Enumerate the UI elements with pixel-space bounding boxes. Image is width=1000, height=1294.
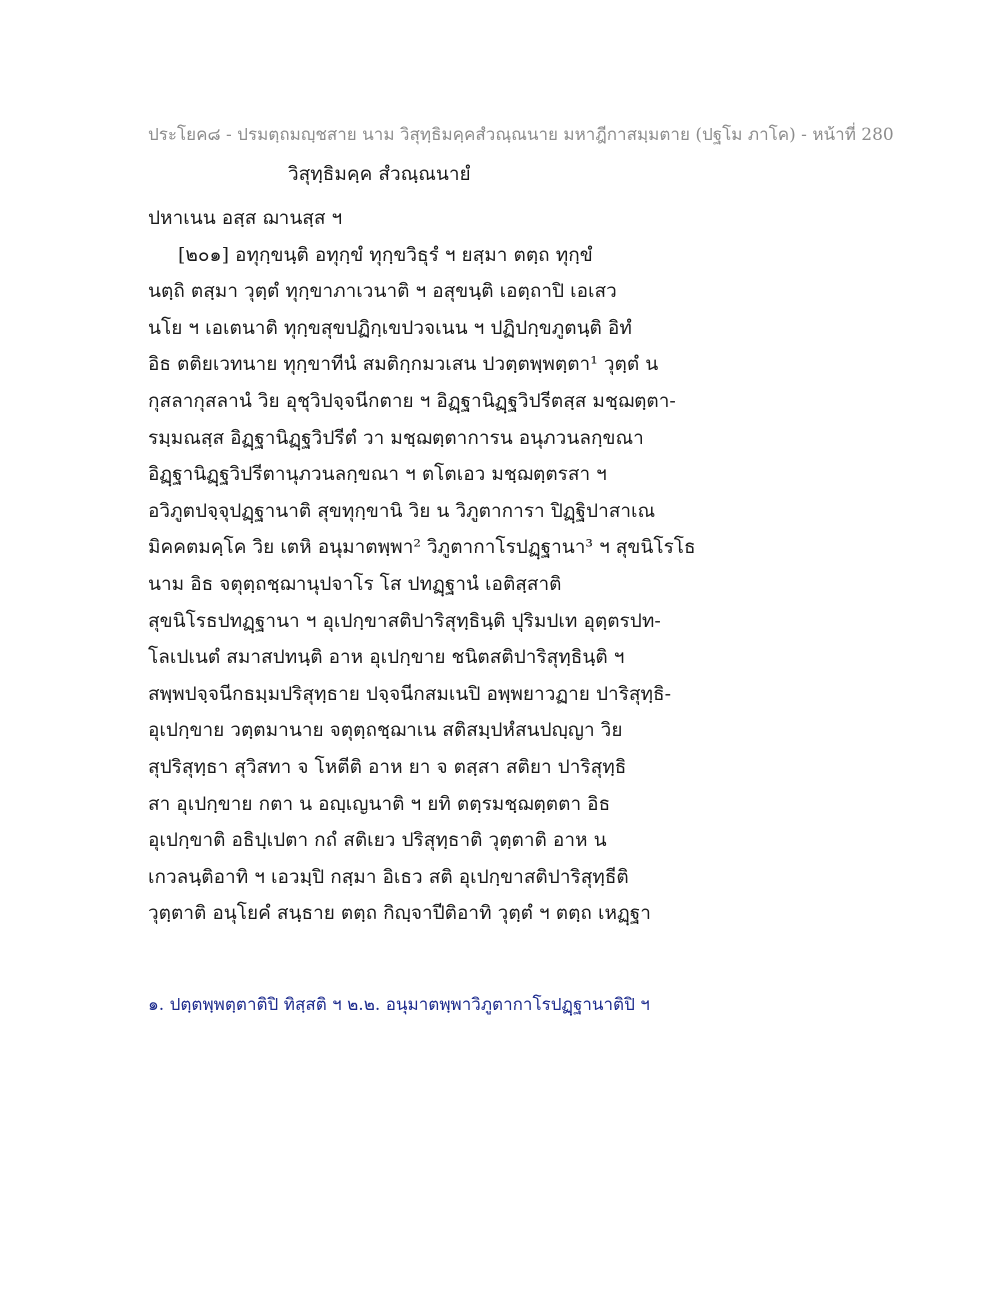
body-line: ปหาเนน อสฺส ฌานสฺส ฯ	[148, 207, 343, 229]
running-header: ประโยค๘ - ปรมตฺถมญฺชสาย นาม วิสุทฺธิมคฺคสํวณฺณนาย มหาฎีกาสมฺมตาย (ปฐโม ภาโค) - หน้าที่ 280	[148, 125, 894, 145]
body-line: รมฺมณสฺส อิฏฺฐานิฏฺฐวิปรีตํ วา มชฺฌตฺตาการน อนุภวนลกฺขณา	[148, 426, 644, 449]
body-line: อวิภูตปจฺจุปฏฺฐานาติ สุขทุกฺขานิ วิย น วิภูตาการา ปิฏฺฐิปาสาเณ	[148, 499, 656, 522]
body-line: อุเปกฺขาย วตฺตมานาย จตุตฺถชฺฌาเน สติสมฺปหํสนปญฺญา วิย	[148, 719, 623, 742]
body-line: สา อุเปกฺขาย กตา น อญฺเญนาติ ฯ ยทิ ตตฺรมชฺฌตฺตตา อิธ	[148, 792, 611, 815]
body-line: นตฺถิ ตสฺมา วุตฺตํ ทุกฺขาภาเวนาติ ฯ อสุขนฺติ เอตฺถาปิ เอเสว	[148, 280, 617, 303]
body-line: อิธ ตติยเวทนาย ทุกฺขาทีนํ สมติกฺกมวเสน ปวตฺตพฺพตฺตา¹ วุตฺตํ น	[148, 353, 659, 376]
body-text	[148, 200, 708, 932]
body-line: อุเปกฺขาติ อธิปฺเปตา กถํ สติเยว ปริสุทฺธาติ วุตฺตาติ อาห น	[148, 829, 607, 852]
body-line: สพฺพปจฺจนีกธมฺมปริสุทฺธาย ปจฺจนีกสมเนปิ อพฺพยาวฏาย ปาริสุทฺธิ-	[148, 682, 672, 705]
body-line: นโย ฯ เอเตนาติ ทุกฺขสุขปฏิกฺเขปวจเนน ฯ ปฏิปกฺขภูตนฺติ อิทํ	[148, 316, 632, 339]
body-line: นาม อิธ จตุตฺถชฺฌานุปจาโร โส ปทฏฺฐานํ เอติสฺสาติ	[148, 572, 562, 595]
body-line: โลเปเนตํ สมาสปทนฺติ อาห อุเปกฺขาย ชนิตสติปาริสุทฺธินฺติ ฯ	[148, 646, 625, 669]
section-title: วิสุทฺธิมคฺค สํวณฺณนายํ	[288, 163, 471, 185]
body-line: มิคคตมคฺโค วิย เตหิ อนุมาตพฺพา² วิภูตากาโรปฏฺฐานา³ ฯ สุขนิโรโธ	[148, 536, 696, 559]
body-line: สุขนิโรธปทฏฺฐานา ฯ อุเปกฺขาสติปาริสุทฺธินฺติ ปุริมปเท อุตฺตรปท-	[148, 609, 661, 632]
body-line: เกวลนฺติอาทิ ฯ เอวมฺปิ กสฺมา อิเธว สติ อุเปกฺขาสติปาริสุทฺธีติ	[148, 865, 629, 888]
body-line: [๒๐๑] อทุกฺขนฺติ อทุกฺขํ ทุกฺขวิธุรํ ฯ ยสฺมา ตตฺถ ทุกฺขํ	[178, 243, 593, 266]
footnote: ๑. ปตฺตพฺพตฺตาติปิ ทิสฺสติ ฯ ๒.๒. อนุมาตพฺพาวิภูตากาโรปฏฺฐานาติปิ ฯ	[148, 995, 650, 1015]
body-line: กุสลากุสลานํ วิย อุชุวิปจฺจนีกตาย ฯ อิฏฺฐานิฏฺฐวิปรีตสฺส มชฺฌตฺตา-	[148, 389, 676, 412]
body-line: วุตฺตาติ อนุโยคํ สนฺธาย ตตฺถ กิญฺจาปีติอาทิ วุตฺตํ ฯ ตตฺถ เหฏฺฐา	[148, 902, 651, 925]
body-line: สุปริสุทฺธา สุวิสทา จ โหตีติ อาห ยา จ ตสฺสา สติยา ปาริสุทฺธิ	[148, 755, 627, 778]
body-line: อิฏฺฐานิฏฺฐวิปรีตานุภวนลกฺขณา ฯ ตโตเอว มชฺฌตฺตรสา ฯ	[148, 463, 607, 486]
